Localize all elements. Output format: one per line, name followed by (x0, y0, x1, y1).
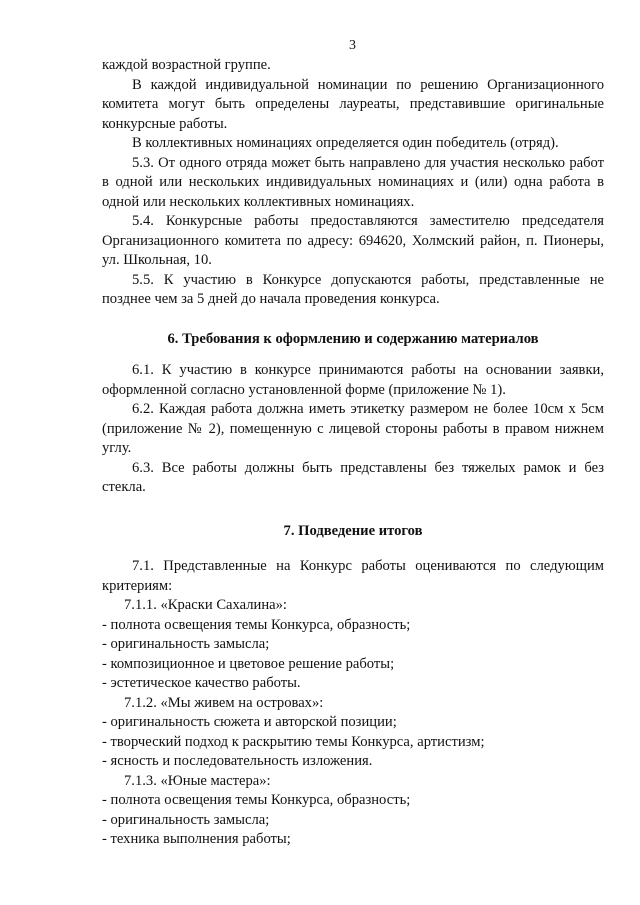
paragraph-5-4: 5.4. Конкурсные работы предоставляются заместителю председателя Организационного комитета по адресу: 694620, Холмский район, п. Пионеры, ул. Школьная, 10. (102, 213, 604, 268)
paragraph-age-group-continued: каждой возрастной группе. (102, 57, 271, 73)
page-number: 3 (349, 38, 356, 53)
paragraph-5-3: 5.3. От одного отряда может быть направлено для участия несколько работ в одной или нескольких индивидуальных номинациях и (или) одна работа в одной или нескольких коллективных номинациях. (102, 154, 604, 210)
criteria-item: - оригинальность замысла; (102, 811, 270, 828)
criteria-group-yunye-mastera (102, 772, 604, 850)
criteria-item: - оригинальность сюжета и авторской позиции; (102, 714, 397, 730)
section-6-heading: 6. Требования к оформлению и содержанию материалов (167, 330, 539, 347)
criteria-item: - полнота освещения темы Конкурса, образность; (102, 616, 411, 633)
criteria-group-title: 7.1.2. «Мы живем на островах»: (124, 694, 324, 711)
criteria-item: - техника выполнения работы; (102, 831, 291, 847)
paragraph-5-5: 5.5. К участию в Конкурсе допускаются работы, представленные не позднее чем за 5 дней до начала проведения конкурса. (102, 271, 604, 307)
criteria-item: - полнота освещения темы Конкурса, образность; (102, 792, 411, 808)
paragraph-6-3: 6.3. Все работы должны быть представлены без тяжелых рамок и без стекла. (102, 459, 604, 495)
criteria-item: - творческий подход к раскрытию темы Конкурса, артистизм; (102, 733, 485, 750)
criteria-group-title: 7.1.3. «Юные мастера»: (124, 772, 271, 789)
paragraph-collective-winner: В коллективных номинациях определяется один победитель (отряд). (132, 135, 559, 151)
paragraph-laureates: В каждой индивидуальной номинации по решению Организационного комитета могут быть определены лауреаты, представившие оригинальные конкурсные работы. (102, 76, 604, 132)
criteria-item: - ясность и последовательность изложения. (102, 753, 373, 769)
section-7-heading: 7. Подведение итогов (283, 522, 423, 539)
criteria-group-title: 7.1.1. «Краски Сахалина»: (124, 597, 287, 613)
paragraph-7-1: 7.1. Представленные на Конкурс работы оцениваются по следующим критериям: (102, 558, 604, 594)
criteria-item: - эстетическое качество работы. (102, 675, 301, 691)
document-body (102, 56, 604, 850)
criteria-item: - композиционное и цветовое решение работы; (102, 655, 395, 672)
criteria-group-my-zhivem-na-ostrovakh (102, 694, 604, 772)
criteria-group-kraski-sakhalina (102, 596, 604, 694)
paragraph-6-2: 6.2. Каждая работа должна иметь этикетку размером не более 10см х 5см (приложение № 2), помещенную с лицевой стороны работы в правом нижнем углу. (102, 401, 604, 456)
criteria-item: - оригинальность замысла; (102, 636, 270, 652)
paragraph-6-1: 6.1. К участию в конкурсе принимаются работы на основании заявки, оформленной согласно установленной форме (приложение № 1). (102, 362, 604, 398)
